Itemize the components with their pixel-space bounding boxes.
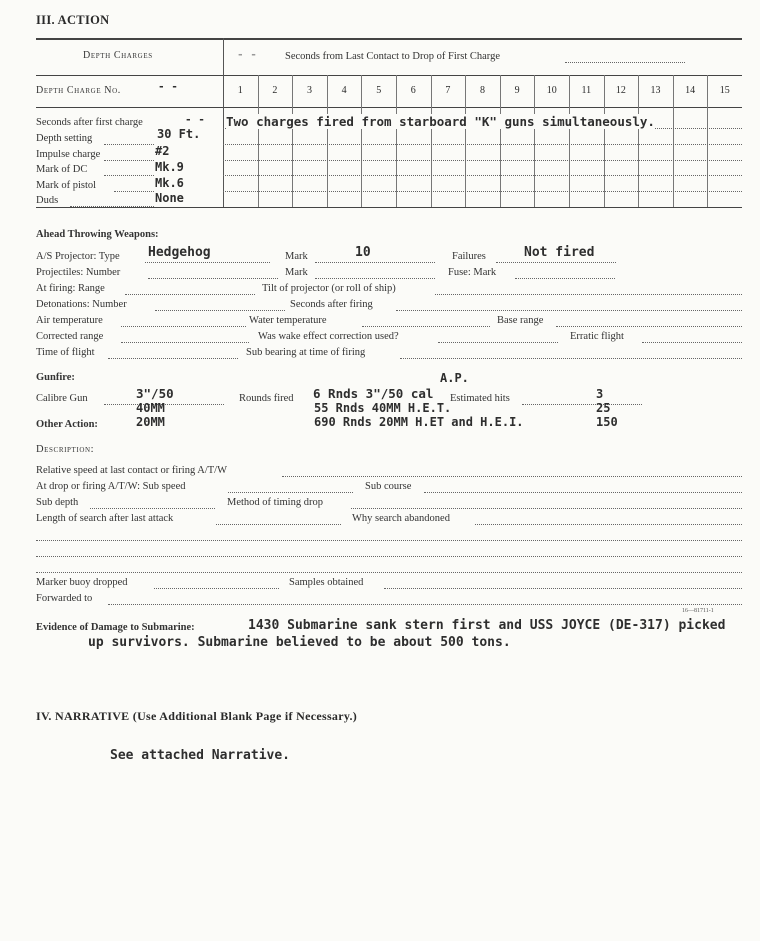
rounds-value-1: 6 Rnds 3"/50 cal: [313, 386, 434, 401]
water-temp-line: [362, 326, 490, 327]
erratic-label: Erratic flight: [570, 331, 624, 342]
table-divider: [223, 38, 224, 207]
rounds-fired-label: Rounds fired: [239, 393, 294, 404]
row-depth-setting-value: 30 Ft.: [157, 127, 201, 141]
corrected-range-line: [121, 342, 249, 343]
forwarded-label: Forwarded to: [36, 593, 93, 604]
depth-setting-line: [104, 144, 154, 145]
blank-line: [36, 540, 742, 541]
depth-charge-column-15: 15: [719, 85, 730, 96]
blank-line: [36, 572, 742, 573]
grid-row-line: [223, 160, 742, 161]
grid-row-line: [223, 144, 742, 145]
row-duds-label: Duds: [36, 195, 59, 206]
at-firing-label: At firing: Range: [36, 283, 105, 294]
depth-charge-column-12: 12: [615, 85, 626, 96]
depth-charge-column-1: 1: [237, 85, 243, 96]
detonations-label: Detonations: Number: [36, 299, 127, 310]
forwarded-line: [108, 604, 742, 605]
at-firing-line: [125, 294, 255, 295]
row-duds-value: None: [155, 191, 184, 205]
tilt-label: Tilt of projector (or roll of ship): [262, 283, 396, 294]
row-seconds-after-label: Seconds after first charge: [36, 117, 143, 128]
timing-line: [351, 508, 742, 509]
depth-charge-no-value: - -: [158, 80, 178, 93]
failures-value: Not fired: [524, 245, 595, 260]
length-search-line: [216, 524, 341, 525]
failures-label: Failures: [452, 251, 486, 262]
duds-line: [70, 206, 154, 207]
sub-bearing-line: [400, 358, 742, 359]
evidence-label: Evidence of Damage to Submarine:: [36, 622, 195, 633]
grid-row-line: [223, 191, 742, 192]
relative-speed-line: [282, 476, 742, 477]
section-title-action: III. ACTION: [36, 13, 110, 27]
depth-charge-no-label: Depth Charge No.: [36, 85, 121, 96]
base-range-label: Base range: [497, 315, 544, 326]
projector-type-label: A/S Projector: Type: [36, 251, 120, 262]
air-temp-label: Air temperature: [36, 315, 103, 326]
projectiles-line: [148, 278, 278, 279]
timing-label: Method of timing drop: [227, 497, 323, 508]
projectiles-label: Projectiles: Number: [36, 267, 121, 278]
erratic-line: [642, 342, 742, 343]
seconds-header-label: Seconds from Last Contact to Drop of First Charge: [285, 51, 501, 62]
hits-value-2: 25: [596, 401, 611, 415]
caliber-gun-label: Calibre Gun: [36, 393, 88, 404]
depth-charge-column-9: 9: [514, 85, 520, 96]
grid-row-line: [223, 175, 742, 176]
mark-value: 10: [355, 245, 371, 260]
mark-dc-line: [104, 175, 154, 176]
row-seconds-after-value: - -: [185, 113, 205, 126]
hits-value-1: 3: [596, 387, 604, 401]
depth-charge-column-4: 4: [341, 85, 347, 96]
detonations-line: [155, 310, 285, 311]
rounds-value-3: 690 Rnds 20MM H.ET and H.E.I.: [314, 415, 524, 429]
sub-depth-label: Sub depth: [36, 497, 79, 508]
rounds-value-2: 55 Rnds 40MM H.E.T.: [314, 401, 452, 415]
corrected-range-label: Corrected range: [36, 331, 104, 342]
row-depth-setting-label: Depth setting: [36, 133, 93, 144]
mark-line: [315, 262, 435, 263]
row-impulse-label: Impulse charge: [36, 149, 101, 160]
air-temp-line: [121, 326, 246, 327]
tilt-line: [435, 294, 742, 295]
mark-pistol-line: [114, 191, 154, 192]
seconds-header-line: [565, 62, 685, 63]
projectiles-mark-line: [315, 278, 435, 279]
description-title: Description:: [36, 444, 95, 455]
why-abandoned-label: Why search abandoned: [352, 513, 450, 524]
depth-charge-column-8: 8: [480, 85, 485, 96]
depth-charge-column-13: 13: [650, 85, 661, 96]
projector-type-value: Hedgehog: [148, 245, 211, 260]
depth-charge-column-2: 2: [272, 85, 278, 96]
ap-label: A.P.: [440, 371, 469, 385]
marker-buoy-line: [154, 588, 279, 589]
row-mark-pistol-label: Mark of pistol: [36, 180, 97, 191]
gunfire-title: Gunfire:: [36, 372, 75, 383]
impulse-line: [104, 160, 154, 161]
form-code: 16—81711-1: [682, 608, 714, 614]
depth-charge-column-14: 14: [685, 85, 696, 96]
projectiles-mark-label: Mark: [285, 267, 308, 278]
sub-depth-line: [90, 508, 215, 509]
depth-charge-column-3: 3: [307, 85, 312, 96]
fuse-label: Fuse: Mark: [448, 267, 497, 278]
caliber-value-2: 40MM: [136, 401, 165, 415]
blank-line: [36, 556, 742, 557]
caliber-value-1: 3"/50: [136, 386, 174, 401]
sub-course-line: [424, 492, 742, 493]
fuse-line: [515, 278, 615, 279]
depth-charge-column-6: 6: [410, 85, 416, 96]
sub-course-label: Sub course: [365, 481, 412, 492]
water-temp-label: Water temperature: [249, 315, 327, 326]
row-mark-pistol-value: Mk.6: [155, 176, 184, 190]
row-impulse-value: #2: [155, 144, 170, 158]
other-action-label: Other Action:: [36, 419, 98, 430]
sub-speed-line: [228, 492, 353, 493]
depth-charge-column-11: 11: [581, 85, 592, 96]
narrative-text: See attached Narrative.: [110, 748, 291, 763]
section-title-narrative: IV. NARRATIVE (Use Additional Blank Page if Necessary.): [36, 709, 358, 723]
relative-speed-label: Relative speed at last contact or firing A/T/W: [36, 465, 227, 476]
time-flight-label: Time of flight: [36, 347, 95, 358]
failures-line: [496, 262, 616, 263]
length-search-label: Length of search after last attack: [36, 513, 174, 524]
sub-bearing-label: Sub bearing at time of firing: [246, 347, 366, 358]
evidence-line-1: 1430 Submarine sank stern first and USS JOYCE (DE-317) picked: [248, 618, 726, 633]
samples-line: [384, 588, 742, 589]
estimated-hits-label: Estimated hits: [450, 393, 510, 404]
ahead-throwing-title: Ahead Throwing Weapons:: [36, 229, 159, 240]
samples-label: Samples obtained: [289, 577, 364, 588]
depth-charges-header: Depth Charges: [83, 50, 153, 61]
projector-type-line: [145, 262, 270, 263]
seconds-after-firing-line: [396, 310, 742, 311]
table-top-rule: [36, 38, 742, 40]
sub-speed-label: At drop or firing A/T/W: Sub speed: [36, 481, 186, 492]
marker-buoy-label: Marker buoy dropped: [36, 577, 128, 588]
time-flight-line: [108, 358, 238, 359]
row-mark-dc-value: Mk.9: [155, 160, 184, 174]
depth-charge-note: Two charges fired from starboard "K" guns simultaneously.: [226, 114, 655, 129]
base-range-line: [556, 326, 742, 327]
table-colnum-rule: [36, 107, 742, 108]
row-mark-dc-label: Mark of DC: [36, 164, 88, 175]
wake-line: [438, 342, 558, 343]
seconds-header-value: - -: [237, 48, 257, 61]
depth-charge-column-10: 10: [546, 85, 557, 96]
caliber-value-3: 20MM: [136, 415, 165, 429]
wake-label: Was wake effect correction used?: [258, 331, 399, 342]
evidence-line-2: up survivors. Submarine believed to be about 500 tons.: [88, 635, 511, 650]
hits-value-3: 150: [596, 415, 618, 429]
table-header-rule: [36, 75, 742, 76]
hits-line: [522, 404, 642, 405]
depth-charge-column-7: 7: [445, 85, 451, 96]
why-abandoned-line: [475, 524, 742, 525]
seconds-after-firing-label: Seconds after firing: [290, 299, 373, 310]
mark-label: Mark: [285, 251, 308, 262]
depth-charge-column-5: 5: [376, 85, 382, 96]
table-bottom-rule: [36, 207, 742, 208]
